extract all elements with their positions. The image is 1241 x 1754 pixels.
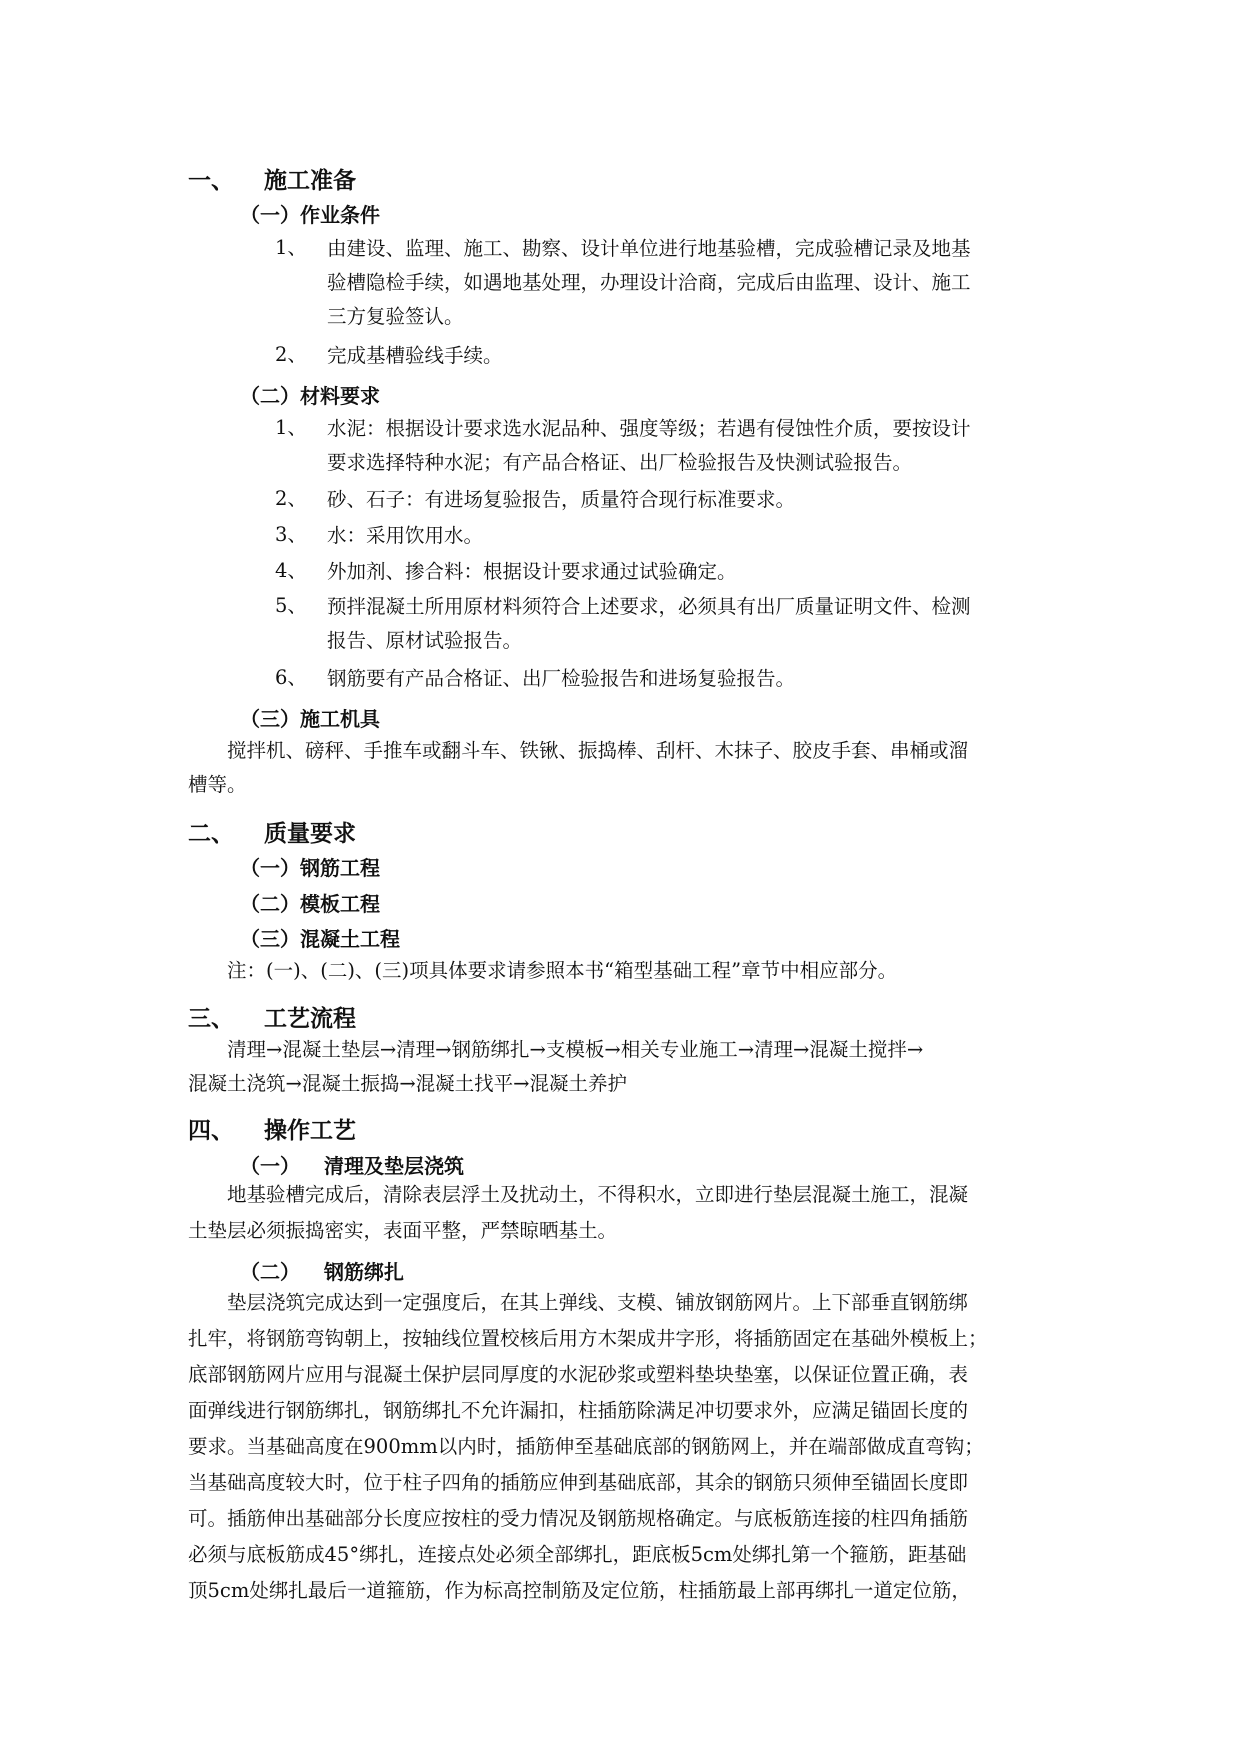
list-item-text: 完成基槽验线手续。 [327, 344, 503, 367]
list-item-number: 5、 [275, 594, 307, 617]
list-item-text: 预拌混凝土所用原材料须符合上述要求，必须具有出厂质量证明文件、检测 报告、原材试验报告。 [327, 595, 971, 652]
section-number: 四、 [188, 1117, 234, 1144]
subsection-heading-2-1: （一）钢筋工程 [240, 856, 380, 880]
subsection-heading-2-2: （二）模板工程 [240, 892, 380, 916]
list-item-text: 水泥：根据设计要求选水泥品种、强度等级；若遇有侵蚀性介质，要按设计 要求选择特种水泥；有产品合格证、出厂检验报告及快测试验报告。 [327, 417, 971, 474]
subsection-heading-1-2: （二）材料要求 [240, 384, 380, 408]
subsection-heading-2-3: （三）混凝土工程 [240, 927, 400, 951]
note-paragraph: 注：(一)、(二)、(三)项具体要求请参照本书“箱型基础工程”章节中相应部分。 [188, 959, 898, 982]
subsection-number: （一） [240, 1154, 300, 1178]
section-number: 一、 [188, 167, 234, 194]
section-title: 施工准备 [264, 167, 356, 194]
section-title: 操作工艺 [264, 1117, 356, 1144]
section-heading-2 [188, 815, 488, 845]
list-item-number: 1、 [275, 236, 307, 259]
section-number: 二、 [188, 820, 234, 847]
list-item-text: 水：采用饮用水。 [327, 524, 484, 547]
subsection-heading-4-2 [240, 1256, 600, 1284]
list-item-number: 6、 [275, 666, 307, 689]
subsection-title: 清理及垫层浇筑 [324, 1154, 464, 1178]
paragraph: 垫层浇筑完成达到一定强度后，在其上弹线、支模、铺放钢筋网片。上下部垂直钢筋绑 扎牢，将钢筋弯钩朝上，按轴线位置校核后用方木架成井字形，将插筋固定在基础外模板上； 底部钢筋网片应用与混凝土保护层同厚度的水泥砂浆或塑料垫块垫塞，以保证位置正确，表 面弹线进行钢筋绑扎，钢筋绑扎不允许漏扣，柱插筋除满足冲切要求外，应满足锚固长度的 要求。当基础高度在900mm以内时，插筋伸至基础底部的钢筋网上，并在端部做成直弯钩； 当基础高度较大时，位于柱子四角的插筋应伸到基础底部，其余的钢筋只须伸至锚固长度即 可。插筋伸出基础部分长度应按柱的受力情况及钢筋规格确定。与底板筋连接的柱四角插筋 必须与底板筋成45°绑扎，连接点处必须全部绑扎，距底板5cm处绑扎第一个箍筋，距基础 顶5cm处绑扎最后一道箍筋，作为标高控制筋及定位筋，柱插筋最上部再绑扎一道定位筋， [188, 1291, 988, 1602]
list-item-text: 外加剂、掺合料：根据设计要求通过试验确定。 [327, 560, 737, 583]
subsection-title: 钢筋绑扎 [324, 1260, 404, 1284]
list-item-number: 1、 [275, 416, 307, 439]
subsection-heading-1-3: （三）施工机具 [240, 707, 380, 731]
section-title: 工艺流程 [264, 1005, 356, 1032]
list-item-number: 3、 [275, 523, 307, 546]
list-item-number: 2、 [275, 487, 307, 510]
list-item-number: 2、 [275, 343, 307, 366]
list-item-number: 4、 [275, 559, 307, 582]
list-item-text: 由建设、监理、施工、勘察、设计单位进行地基验槽，完成验槽记录及地基 验槽隐检手续，如遇地基处理，办理设计洽商，完成后由监理、设计、施工 三方复验签认。 [327, 237, 971, 328]
subsection-heading-4-1 [240, 1150, 600, 1178]
section-heading-1 [188, 162, 488, 192]
paragraph: 搅拌机、磅秤、手推车或翻斗车、铁锹、振捣棒、刮杆、木抹子、胶皮手套、串桶或溜 槽等。 [188, 739, 969, 796]
section-heading-3 [188, 1000, 488, 1030]
list-item-text: 钢筋要有产品合格证、出厂检验报告和进场复验报告。 [327, 667, 796, 690]
process-flow-paragraph: 清理→混凝土垫层→清理→钢筋绑扎→支模板→相关专业施工→清理→混凝土搅拌→ 混凝土浇筑→混凝土振捣→混凝土找平→混凝土养护 [188, 1038, 924, 1095]
subsection-heading-1-1: （一）作业条件 [240, 203, 380, 227]
subsection-number: （二） [240, 1260, 300, 1284]
section-heading-4 [188, 1112, 488, 1142]
list-item-text: 砂、石子：有进场复验报告，质量符合现行标准要求。 [327, 488, 796, 511]
section-title: 质量要求 [264, 820, 356, 847]
section-number: 三、 [188, 1005, 234, 1032]
paragraph: 地基验槽完成后，清除表层浮土及扰动土，不得积水，立即进行垫层混凝土施工，混凝 土垫层必须振捣密实，表面平整，严禁晾晒基土。 [188, 1183, 969, 1242]
